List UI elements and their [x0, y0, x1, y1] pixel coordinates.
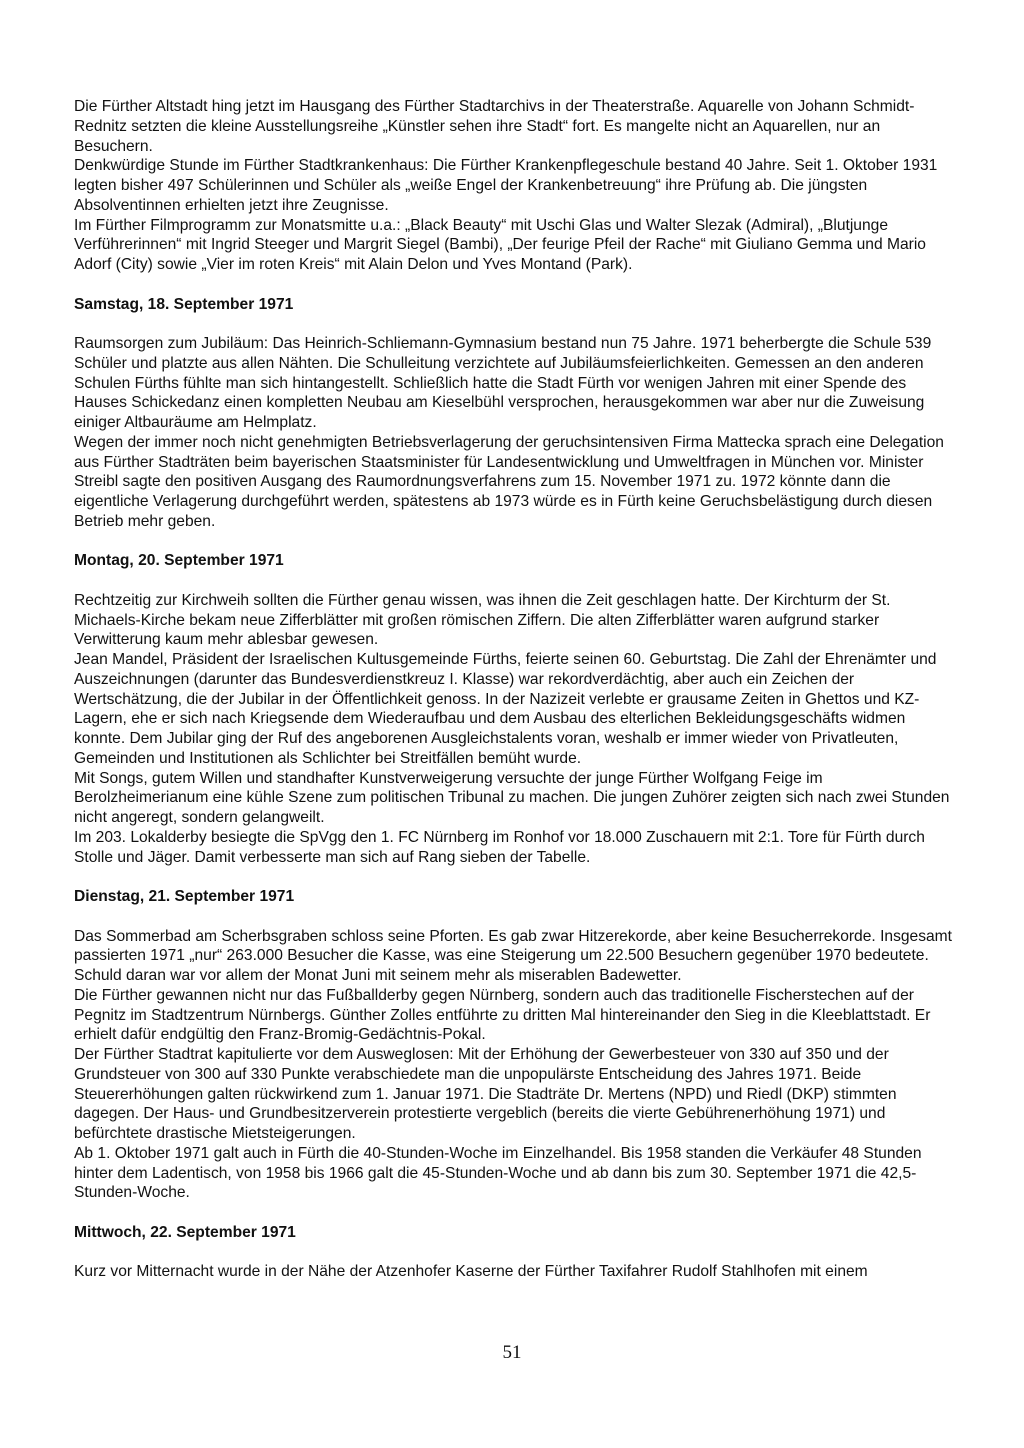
section-paragraph: Mit Songs, gutem Willen und standhafter Kunstverweigerung versuchte der junge Fürther Wolfgang Feige im Berolzheimerianum eine kühle Szene zum politischen Tribunal zu machen. Die jungen Zuhörer zeigten sich nach zwei Stunden nicht angeregt, sondern gelangweilt. — [74, 769, 950, 826]
section-paragraph: Ab 1. Oktober 1971 galt auch in Fürth die 40-Stunden-Woche im Einzelhandel. Bis 1958 standen die Verkäufer 48 Stunden hinter dem Ladentisch, von 1958 bis 1966 galt die 45-Stunden-Woche und ab dann bis zum 30. September 1971 die 42,5-Stunden-Woche. — [74, 1144, 922, 1202]
section-mittwoch — [74, 1223, 958, 1282]
section-paragraph: Rechtzeitig zur Kirchweih sollten die Fürther genau wissen, was ihnen die Zeit geschlagen hatte. Der Kirchturm der St. Michaels-Kirche bekam neue Zifferblätter mit großen römischen Ziffern. Die alten Zifferblätter waren aufgrund starker Verwitterung kaum mehr ablesbar gewesen. — [74, 591, 891, 649]
section-heading: Montag, 20. September 1971 — [74, 552, 284, 570]
section-heading: Mittwoch, 22. September 1971 — [74, 1223, 296, 1241]
section-paragraph: Jean Mandel, Präsident der Israelischen Kultusgemeinde Fürths, feierte seinen 60. Geburtstag. Die Zahl der Ehrenämter und Auszeichnungen (darunter das Bundesverdienstkreuz I. Klasse) war rekordverdächtig, aber auch ein Zeichen der Wertschätzung, die der Jubilar in der Öffentlichkeit genoss. In der Nazizeit verlebte er grausame Zeiten in Ghettos und KZ-Lagern, ehe er sich nach Kriegsende dem Wiederaufbau und dem Ausbau des elterlichen Bekleidungsgeschäfts widmen konnte. Dem Jubilar ging der Ruf des angeborenen Ausgleichstalents voran, weshalb er immer wieder von Privatleuten, Gemeinden und Institutionen als Schlichter bei Streitfällen bemüht wurde. — [74, 651, 937, 767]
section-paragraph: Kurz vor Mitternacht wurde in der Nähe der Atzenhofer Kaserne der Fürther Taxifahrer Rudolf Stahlhofen mit einem — [74, 1263, 868, 1281]
section-dienstag — [74, 887, 958, 1203]
section-paragraph: Raumsorgen zum Jubiläum: Das Heinrich-Schliemann-Gymnasium bestand nun 75 Jahre. 1971 beherbergte die Schule 539 Schüler und platzte aus allen Nähten. Die Schulleitung verzichtete auf Jubiläumsfeierlichkeiten. Gemessen an den anderen Schulen Fürths fühlte man sich hintangestellt. Schließlich hatte die Stadt Fürth vor wenigen Jahren mit einer Spende des Hauses Schickedanz einen kompletten Neubau am Kieselbühl versprochen, herausgekommen war aber nur die Zuweisung einiger Altbauräume am Helmplatz. — [74, 335, 932, 431]
section-paragraph: Im 203. Lokalderby besiegte die SpVgg den 1. FC Nürnberg im Ronhof vor 18.000 Zuschauern mit 2:1. Tore für Fürth durch Stolle und Jäger. Damit verbesserte man sich auf Rang sieben der Tabelle. — [74, 828, 925, 866]
section-montag — [74, 551, 958, 867]
section-samstag — [74, 295, 958, 532]
section-paragraph: Wegen der immer noch nicht genehmigten Betriebsverlagerung der geruchsintensiven Firma Mattecka sprach eine Delegation aus Fürther Stadträten beim bayerischen Staatsminister für Landesentwicklung und Umweltfragen in München vor. Minister Streibl sagte den positiven Ausgang des Raumordnungsverfahrens zum 15. November 1971 zu. 1972 könnte dann die eigentliche Verlagerung durchgeführt werden, spätestens ab 1973 würde es in Fürth keine Geruchsbelästigung durch diesen Betrieb mehr geben. — [74, 433, 944, 530]
section-paragraph: Die Fürther gewannen nicht nur das Fußballderby gegen Nürnberg, sondern auch das traditionelle Fischerstechen auf der Pegnitz im Stadtzentrum Nürnbergs. Günther Zolles entführte zu dritten Mal hintereinander den Sieg in die Kleeblattstadt. Er erhielt dafür endgültig den Franz-Bromig-Gedächtnis-Pokal. — [74, 986, 931, 1044]
page-body — [74, 97, 958, 1282]
intro-paragraph-2: Denkwürdige Stunde im Fürther Stadtkrankenhaus: Die Fürther Krankenpflegeschule bestand 40 Jahre. Seit 1. Oktober 1931 legten bisher 497 Schülerinnen und Schüler als „weiße Engel der Krankenbetreuung“ ihre Prüfung ab. Die jüngsten Absolventinnen erhielten jetzt ihre Zeugnisse. — [74, 157, 938, 214]
intro-paragraph-1: Die Fürther Altstadt hing jetzt im Hausgang des Fürther Stadtarchivs in der Theaterstraße. Aquarelle von Johann Schmidt-Rednitz setzten die kleine Ausstellungsreihe „Künstler sehen ihre Stadt“ fort. Es mangelte nicht an Aquarellen, nur an Besuchern. — [74, 98, 915, 155]
section-paragraph: Das Sommerbad am Scherbsgraben schloss seine Pforten. Es gab zwar Hitzerekorde, aber keine Besucherrekorde. Insgesamt passierten 1971 „nur“ 263.000 Besucher die Kasse, was eine Steigerung um 22.500 Besuchern gegenüber 1970 bedeutete. Schuld daran war vor allem der Monat Juni mit seinem mehr als miserablen Badewetter. — [74, 927, 953, 984]
intro-paragraph-3: Im Fürther Filmprogramm zur Monatsmitte u.a.: „Black Beauty“ mit Uschi Glas und Walter Slezak (Admiral), „Blutjunge Verführerinnen“ mit Ingrid Steeger und Margrit Siegel (Bambi), „Der feurige Pfeil der Rache“ mit Giuliano Gemma und Mario Adorf (City) sowie „Vier im roten Kreis“ mit Alain Delon und Yves Montand (Park). — [74, 216, 926, 273]
intro-block — [74, 97, 958, 275]
section-heading: Dienstag, 21. September 1971 — [74, 888, 295, 905]
section-paragraph: Der Fürther Stadtrat kapitulierte vor dem Ausweglosen: Mit der Erhöhung der Gewerbesteuer von 330 auf 350 und der Grundsteuer von 300 auf 330 Punkte verabschiedete man die unpopulärste Entscheidung des Jahres 1971. Beide Steuererhöhungen galten rückwirkend zum 1. Januar 1971. Die Stadträte Dr. Mertens (NPD) und Riedl (DKP) stimmten dagegen. Der Haus- und Grundbesitzerverein protestierte vergeblich (bereits die vierte Gebührenerhöhung 1971) und befürchtete drastische Mietsteigerungen. — [74, 1046, 897, 1142]
section-heading: Samstag, 18. September 1971 — [74, 295, 294, 313]
page-number: 51 — [502, 1342, 522, 1363]
